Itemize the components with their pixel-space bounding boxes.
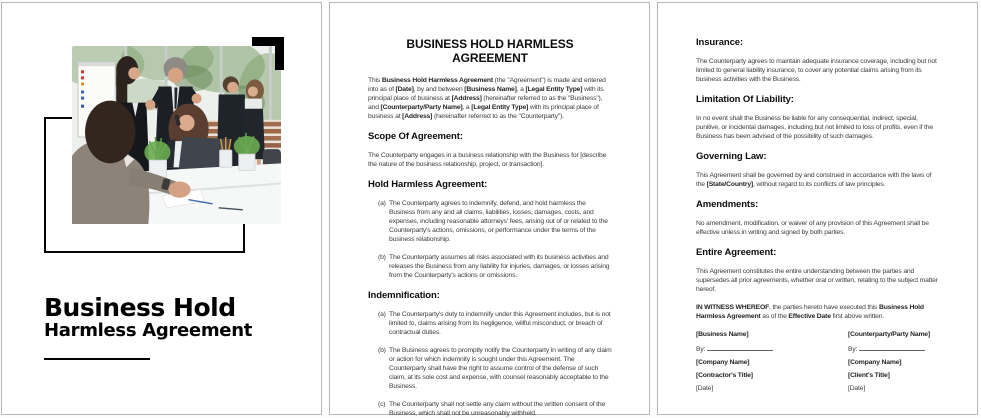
signature-block bbox=[696, 330, 940, 397]
section-body-amendments: No amendment, modification, or waiver of any provision of this Agreement shall be effective unless in writing and signed by both parties. bbox=[696, 220, 929, 236]
signature-title: [Contractor's Title] bbox=[696, 372, 753, 379]
cover-title-line1: Business Hold bbox=[44, 293, 236, 322]
section-body-limitation: In no event shall the Business be liable for any consequential, indirect, special, punitive, or incidental damages, including but not limited to loss of profits, even if the Business has been advised of the possibility of such damages. bbox=[696, 115, 933, 140]
section-heading-governing-law: Governing Law: bbox=[696, 151, 767, 162]
signature-date: [Date] bbox=[848, 385, 866, 392]
photo-pencil-cup bbox=[220, 137, 232, 167]
section-body-governing-law: This Agreement shall be governed by and construed in accordance with the laws of the [State/Country], without regard to its conflicts of law principles. bbox=[696, 172, 932, 188]
cover-title-block bbox=[44, 295, 252, 360]
signature-rule-line bbox=[707, 343, 773, 351]
list-item: (c) The Counterparty shall not settle any claim without the written consent of the Business, which shall not be unreasonably withheld. bbox=[378, 401, 606, 417]
cover-page bbox=[1, 2, 322, 415]
signature-column-counterparty bbox=[848, 330, 940, 397]
agreement-page-1 bbox=[329, 2, 650, 415]
cover-title-line2: Harmless Agreement bbox=[44, 320, 253, 341]
section-heading-insurance: Insurance: bbox=[696, 37, 744, 48]
signature-by-line: By: bbox=[848, 343, 940, 354]
section-heading-scope: Scope Of Agreement: bbox=[368, 131, 463, 142]
office-meeting-photo bbox=[72, 46, 281, 224]
section-body-scope: The Counterparty engages in a business relationship with the Business for [describe the nature of the business relationship, project, or transaction]. bbox=[368, 152, 607, 168]
witness-paragraph: IN WITNESS WHEREOF, the parties hereto have executed this Business Hold Harmless Agreement as of the Effective Date first above written. bbox=[696, 304, 924, 320]
corner-bracket-vertical bbox=[275, 37, 284, 70]
section-heading-limitation: Limitation Of Liability: bbox=[696, 94, 794, 105]
list-item: (b) The Counterparty assumes all risks associated with its business activities and releases the Business from any liability for injuries, damages, or losses arising from the Counterparty's actions or omissions. bbox=[378, 254, 610, 279]
list-item: (a) The Counterparty's duty to indemnify under this Agreement includes, but is not limited to, claims arising from its negligence, willful misconduct, or breach of contractual duties. bbox=[378, 311, 611, 336]
signature-date: [Date] bbox=[696, 385, 714, 392]
signature-party-name: [Business Name] bbox=[696, 331, 749, 338]
section-body-insurance: The Counterparty agrees to maintain adequate insurance coverage, including but not limited to general liability insurance, to cover any potential claims arising from its business activities with the Business. bbox=[696, 58, 937, 83]
signature-by-line: By: bbox=[696, 343, 848, 354]
signature-company: [Company Name] bbox=[696, 359, 750, 366]
agreement-page-2 bbox=[657, 2, 978, 415]
section-heading-indemnification: Indemnification: bbox=[368, 290, 440, 301]
signature-rule-line bbox=[859, 343, 925, 351]
section-heading-amendments: Amendments: bbox=[696, 199, 759, 210]
list-item: (a) The Counterparty agrees to indemnify, defend, and hold harmless the Business from any and all claims, liabilities, losses, damages, costs, and expenses, including reasonable attorneys' fees, arising out of or related to the Counterparty's actions, omissions, or performance under the terms of the business relationship. bbox=[378, 200, 608, 243]
section-heading-entire-agreement: Entire Agreement: bbox=[696, 247, 777, 258]
signature-company: [Company Name] bbox=[848, 359, 902, 366]
signature-column-business bbox=[696, 330, 848, 397]
cover-title-underline bbox=[44, 358, 150, 360]
section-body-entire-agreement: This Agreement constitutes the entire understanding between the parties and supersedes all prior agreements, whether oral or written, relating to the subject matter hereof. bbox=[696, 268, 938, 293]
list-item: (b) The Business agrees to promptly notify the Counterparty in writing of any claim or action for which indemnity is sought under this Agreement. The Counterparty shall have the right to assume control of the defense of such claim, at its sole cost and expense, with counsel reasonably acceptable to the Business. bbox=[378, 347, 612, 390]
signature-title: [Client's Title] bbox=[848, 372, 890, 379]
intro-paragraph: This Business Hold Harmless Agreement (the "Agreement") is made and entered into as of [Date], by and between [Business Name], a [Legal Entity Type] with its principal place of business at [Address] (hereinafter referred to as the "Business"), and [Counterparty/Party Name], a [Legal Entity Type] with its principal place of business at [Address] (hereinafter referred to as the "Counterparty"). bbox=[368, 77, 606, 120]
signature-party-name: [Counterparty/Party Name] bbox=[848, 331, 930, 338]
document-title: BUSINESS HOLD HARMLESS AGREEMENT bbox=[406, 37, 574, 65]
section-heading-hold-harmless: Hold Harmless Agreement: bbox=[368, 179, 488, 190]
